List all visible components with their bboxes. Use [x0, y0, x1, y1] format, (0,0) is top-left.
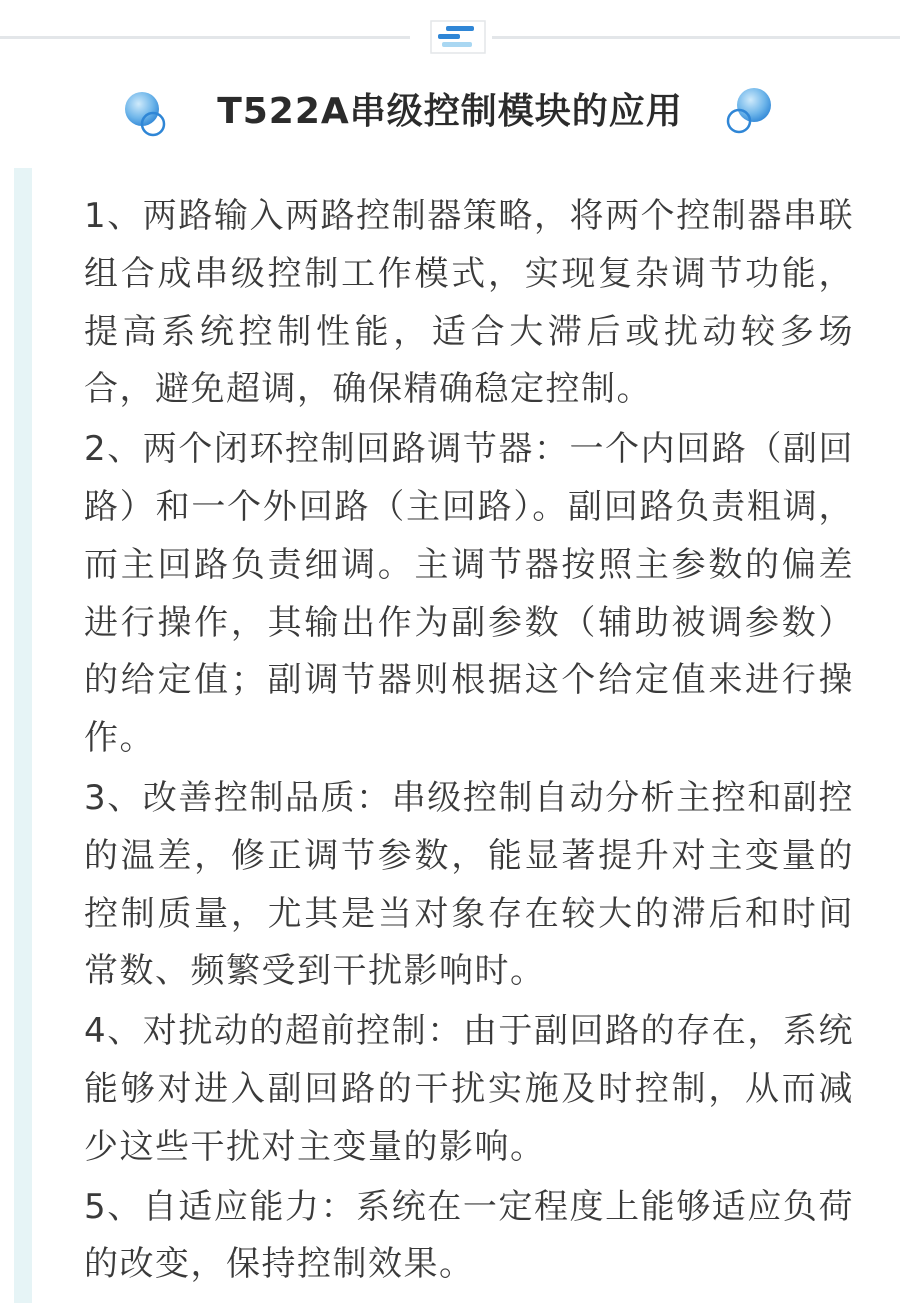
- list-item: 5、自适应能力：系统在一定程度上能够适应负荷的改变，保持控制效果。: [84, 1186, 854, 1285]
- content-accent-bar: [14, 168, 32, 1303]
- list-item: 2、两个闭环控制回路调节器：一个内回路（副回路）和一个外回路（主回路）。副回路负责粗调，而主回路负责细调。主调节器按照主参数的偏差进行操作，其输出作为副参数（辅助被调参数）的给定值；副调节器则根据这个给定值来进行操作。: [84, 429, 854, 759]
- bubble-right-icon: [722, 84, 774, 136]
- bubble-left-icon: [120, 88, 170, 138]
- menu-lines-icon: [430, 20, 486, 54]
- content-body: [84, 188, 854, 1296]
- top-divider-left: [0, 36, 410, 39]
- list-item: 4、对扰动的超前控制：由于副回路的存在，系统能够对进入副回路的干扰实施及时控制，从而减少这些干扰对主变量的影响。: [84, 1011, 854, 1167]
- top-divider-right: [492, 36, 900, 39]
- title-bar: [0, 78, 900, 150]
- page-title: T522A串级控制模块的应用: [217, 91, 683, 132]
- list-item: 1、两路输入两路控制器策略，将两个控制器串联组合成串级控制工作模式，实现复杂调节功能，提高系统控制性能，适合大滞后或扰动较多场合，避免超调，确保精确稳定控制。: [84, 196, 854, 410]
- list-item: 3、改善控制品质：串级控制自动分析主控和副控的温差，修正调节参数，能显著提升对主变量的控制质量，尤其是当对象存在较大的滞后和时间常数、频繁受到干扰影响时。: [84, 777, 854, 992]
